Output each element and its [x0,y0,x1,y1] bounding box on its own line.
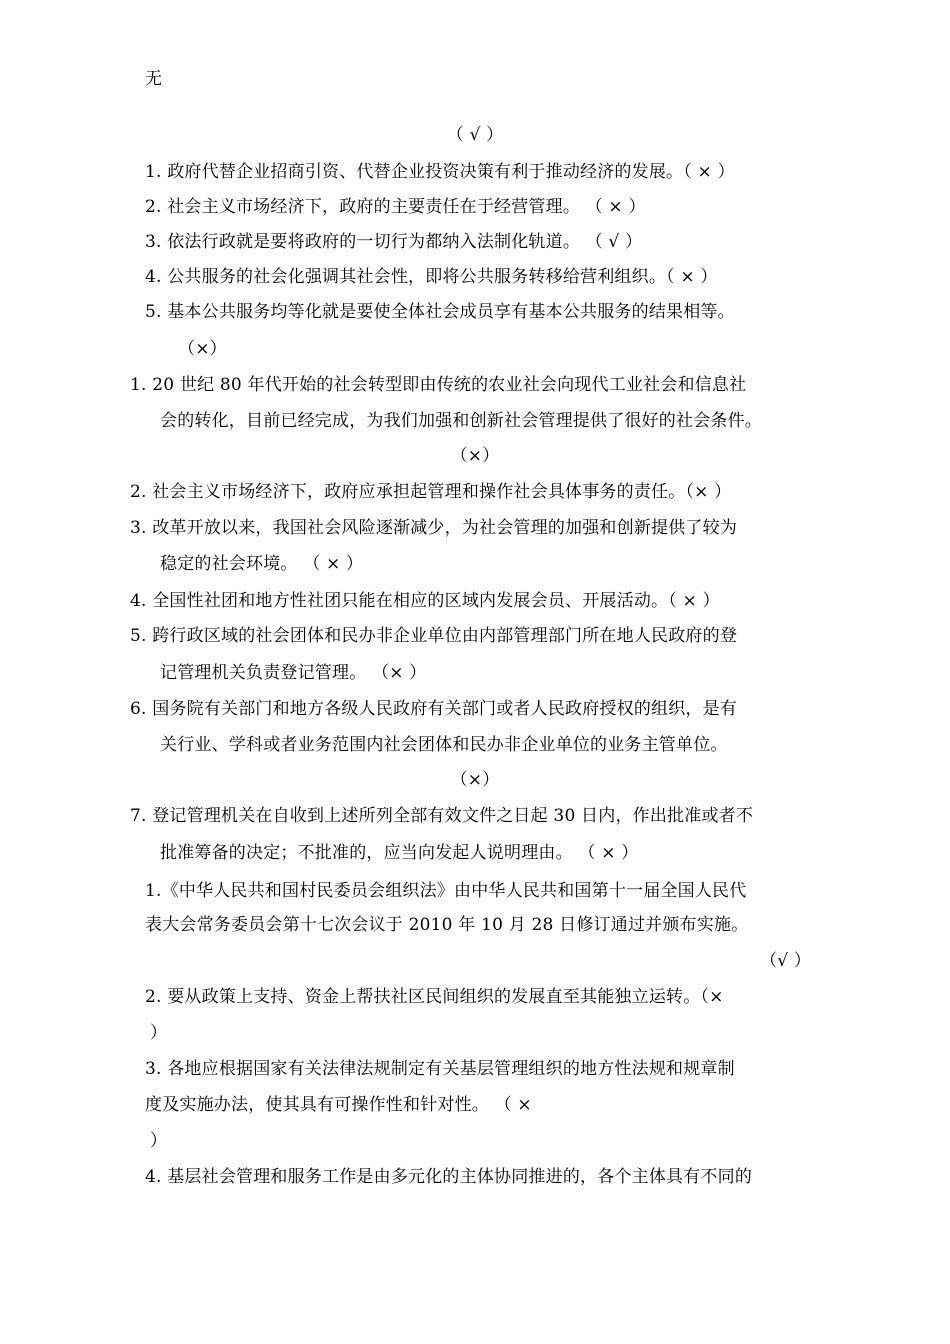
question-item: 1. 政府代替企业招商引资、代替企业投资决策有利于推动经济的发展。（ × ） [145,162,735,182]
question-item-continuation: 稳定的社会环境。 （ × ） [160,554,364,574]
question-item: 2. 社会主义市场经济下，政府的主要责任在于经营管理。 （ × ） [145,197,646,217]
question-item-continuation: 批准筹备的决定；不批准的，应当向发起人说明理由。 （ × ） [160,843,639,863]
question-item: 5. 跨行政区域的社会团体和民办非企业单位由内部管理部门所在地人民政府的登 [130,626,738,646]
answer-mark: （×） [450,770,500,790]
answer-mark: （×） [450,446,500,466]
answer-mark-continuation: ） [150,1023,168,1043]
question-item: 4. 公共服务的社会化强调其社会性，即将公共服务转移给营利组织。（ × ） [145,267,718,287]
question-item: 4. 全国性社团和地方性社团只能在相应的区域内发展会员、开展活动。（ × ） [130,591,720,611]
question-item: 4. 基层社会管理和服务工作是由多元化的主体协同推进的，各个主体具有不同的 [145,1167,753,1187]
question-item: 3. 改革开放以来，我国社会风险逐渐减少，为社会管理的加强和创新提供了较为 [130,518,738,538]
text-line: 无 [145,69,163,89]
question-item: 3. 依法行政就是要将政府的一切行为都纳入法制化轨道。 （ √ ） [145,232,643,252]
answer-mark: （ √ ） [446,125,504,145]
answer-mark: （√ ） [760,951,812,971]
question-item-continuation: 度及实施办法，使其具有可操作性和针对性。 （ × [145,1095,532,1115]
question-item-continuation: 记管理机关负责登记管理。 （× ） [160,663,427,683]
question-item: 1.《中华人民共和国村民委员会组织法》由中华人民共和国第十一届全国人民代 [145,881,747,901]
question-item-continuation: 表大会常务委员会第十七次会议于 2010 年 10 月 28 日修订通过并颁布实施。 [145,915,749,935]
answer-mark: （×） [178,339,227,359]
question-item: 2. 社会主义市场经济下，政府应承担起管理和操作社会具体事务的责任。（× ） [130,482,732,502]
answer-mark-continuation: ） [150,1131,168,1151]
question-item: 6. 国务院有关部门和地方各级人民政府有关部门或者人民政府授权的组织，是有 [130,699,738,719]
question-item: 2. 要从政策上支持、资金上帮扶社区民间组织的发展直至其能独立运转。（× [145,987,724,1007]
question-item: 5. 基本公共服务均等化就是要使全体社会成员享有基本公共服务的结果相等。 [145,302,735,322]
question-item-continuation: 会的转化，目前已经完成，为我们加强和创新社会管理提供了很好的社会条件。 [160,411,762,431]
question-item: 1. 20 世纪 80 年代开始的社会转型即由传统的农业社会向现代工业社会和信息社 [130,375,747,395]
question-item-continuation: 关行业、学科或者业务范围内社会团体和民办非企业单位的业务主管单位。 [160,735,728,755]
question-item: 3. 各地应根据国家有关法律法规制定有关基层管理组织的地方性法规和规章制 [145,1059,735,1079]
question-item: 7. 登记管理机关在自收到上述所列全部有效文件之日起 30 日内，作出批准或者不 [130,806,754,826]
